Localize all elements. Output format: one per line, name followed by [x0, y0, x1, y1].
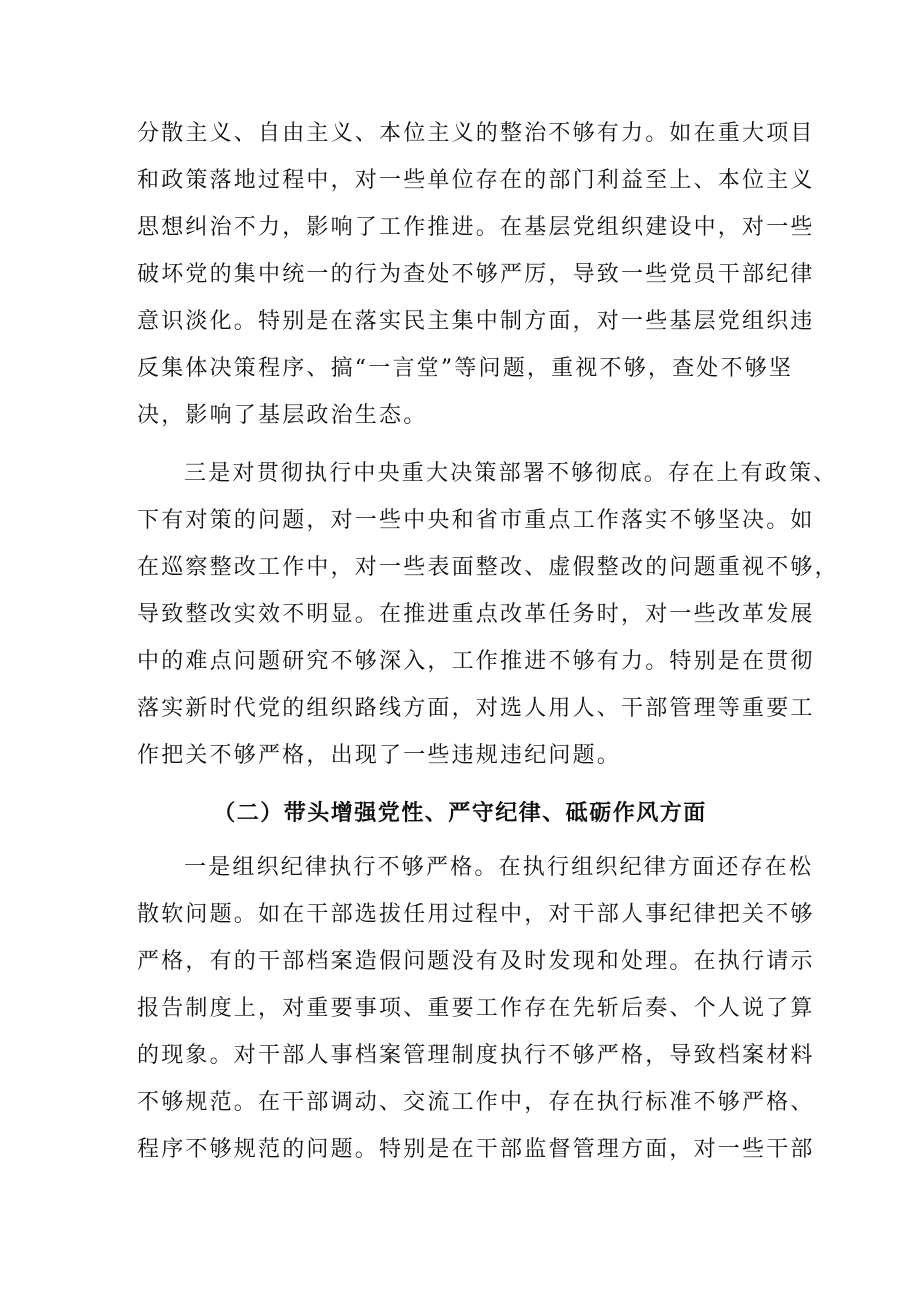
- paragraph-line: 三是对贯彻执行中央重大决策部署不够彻底。存在上有政策、: [184, 461, 838, 486]
- section-heading: （二）带头增强党性、严守纪律、砥砺作风方面: [213, 801, 707, 826]
- paragraph-line: 导致整改实效不明显。在推进重点改革任务时，对一些改革发展: [137, 602, 815, 627]
- paragraph-line: 不够规范。在干部调动、交流工作中，存在执行标准不够严格、: [137, 1090, 815, 1115]
- paragraph-line: 下有对策的问题，对一些中央和省市重点工作落实不够坚决。如: [137, 508, 815, 533]
- paragraph-line: 反集体决策程序、搞“一言堂”等问题，重视不够，查处不够坚: [137, 356, 794, 381]
- paragraph-line: 一是组织纪律执行不够严格。在执行组织纪律方面还存在松: [184, 855, 814, 880]
- paragraph-line: 严格，有的干部档案造假问题没有及时发现和处理。在执行请示: [137, 949, 815, 974]
- paragraph-line: 分散主义、自由主义、本位主义的整治不够有力。如在重大项目: [137, 121, 815, 146]
- paragraph-line: 的现象。对干部人事档案管理制度执行不够严格，导致档案材料: [137, 1043, 815, 1068]
- paragraph-line: 意识淡化。特别是在落实民主集中制方面，对一些基层党组织违: [137, 309, 815, 334]
- paragraph-line: 落实新时代党的组织路线方面，对选人用人、干部管理等重要工: [137, 696, 815, 721]
- paragraph-line: 和政策落地过程中，对一些单位存在的部门利益至上、本位主义: [137, 168, 815, 193]
- paragraph-line: 破坏党的集中统一的行为查处不够严厉，导致一些党员干部纪律: [137, 262, 815, 287]
- paragraph-line: 在巡察整改工作中，对一些表面整改、虚假整改的问题重视不够，: [137, 555, 839, 580]
- paragraph-line: 程序不够规范的问题。特别是在干部监督管理方面，对一些干部: [137, 1137, 815, 1162]
- paragraph-line: 思想纠治不力，影响了工作推进。在基层党组织建设中，对一些: [137, 215, 815, 240]
- paragraph-line: 作把关不够严格，出现了一些违规违纪问题。: [137, 743, 622, 768]
- paragraph-line: 报告制度上，对重要事项、重要工作存在先斩后奏、个人说了算: [137, 996, 815, 1021]
- paragraph-line: 决，影响了基层政治生态。: [137, 403, 428, 428]
- paragraph-line: 中的难点问题研究不够深入，工作推进不够有力。特别是在贯彻: [137, 649, 815, 674]
- paragraph-line: 散软问题。如在干部选拔任用过程中，对干部人事纪律把关不够: [137, 902, 815, 927]
